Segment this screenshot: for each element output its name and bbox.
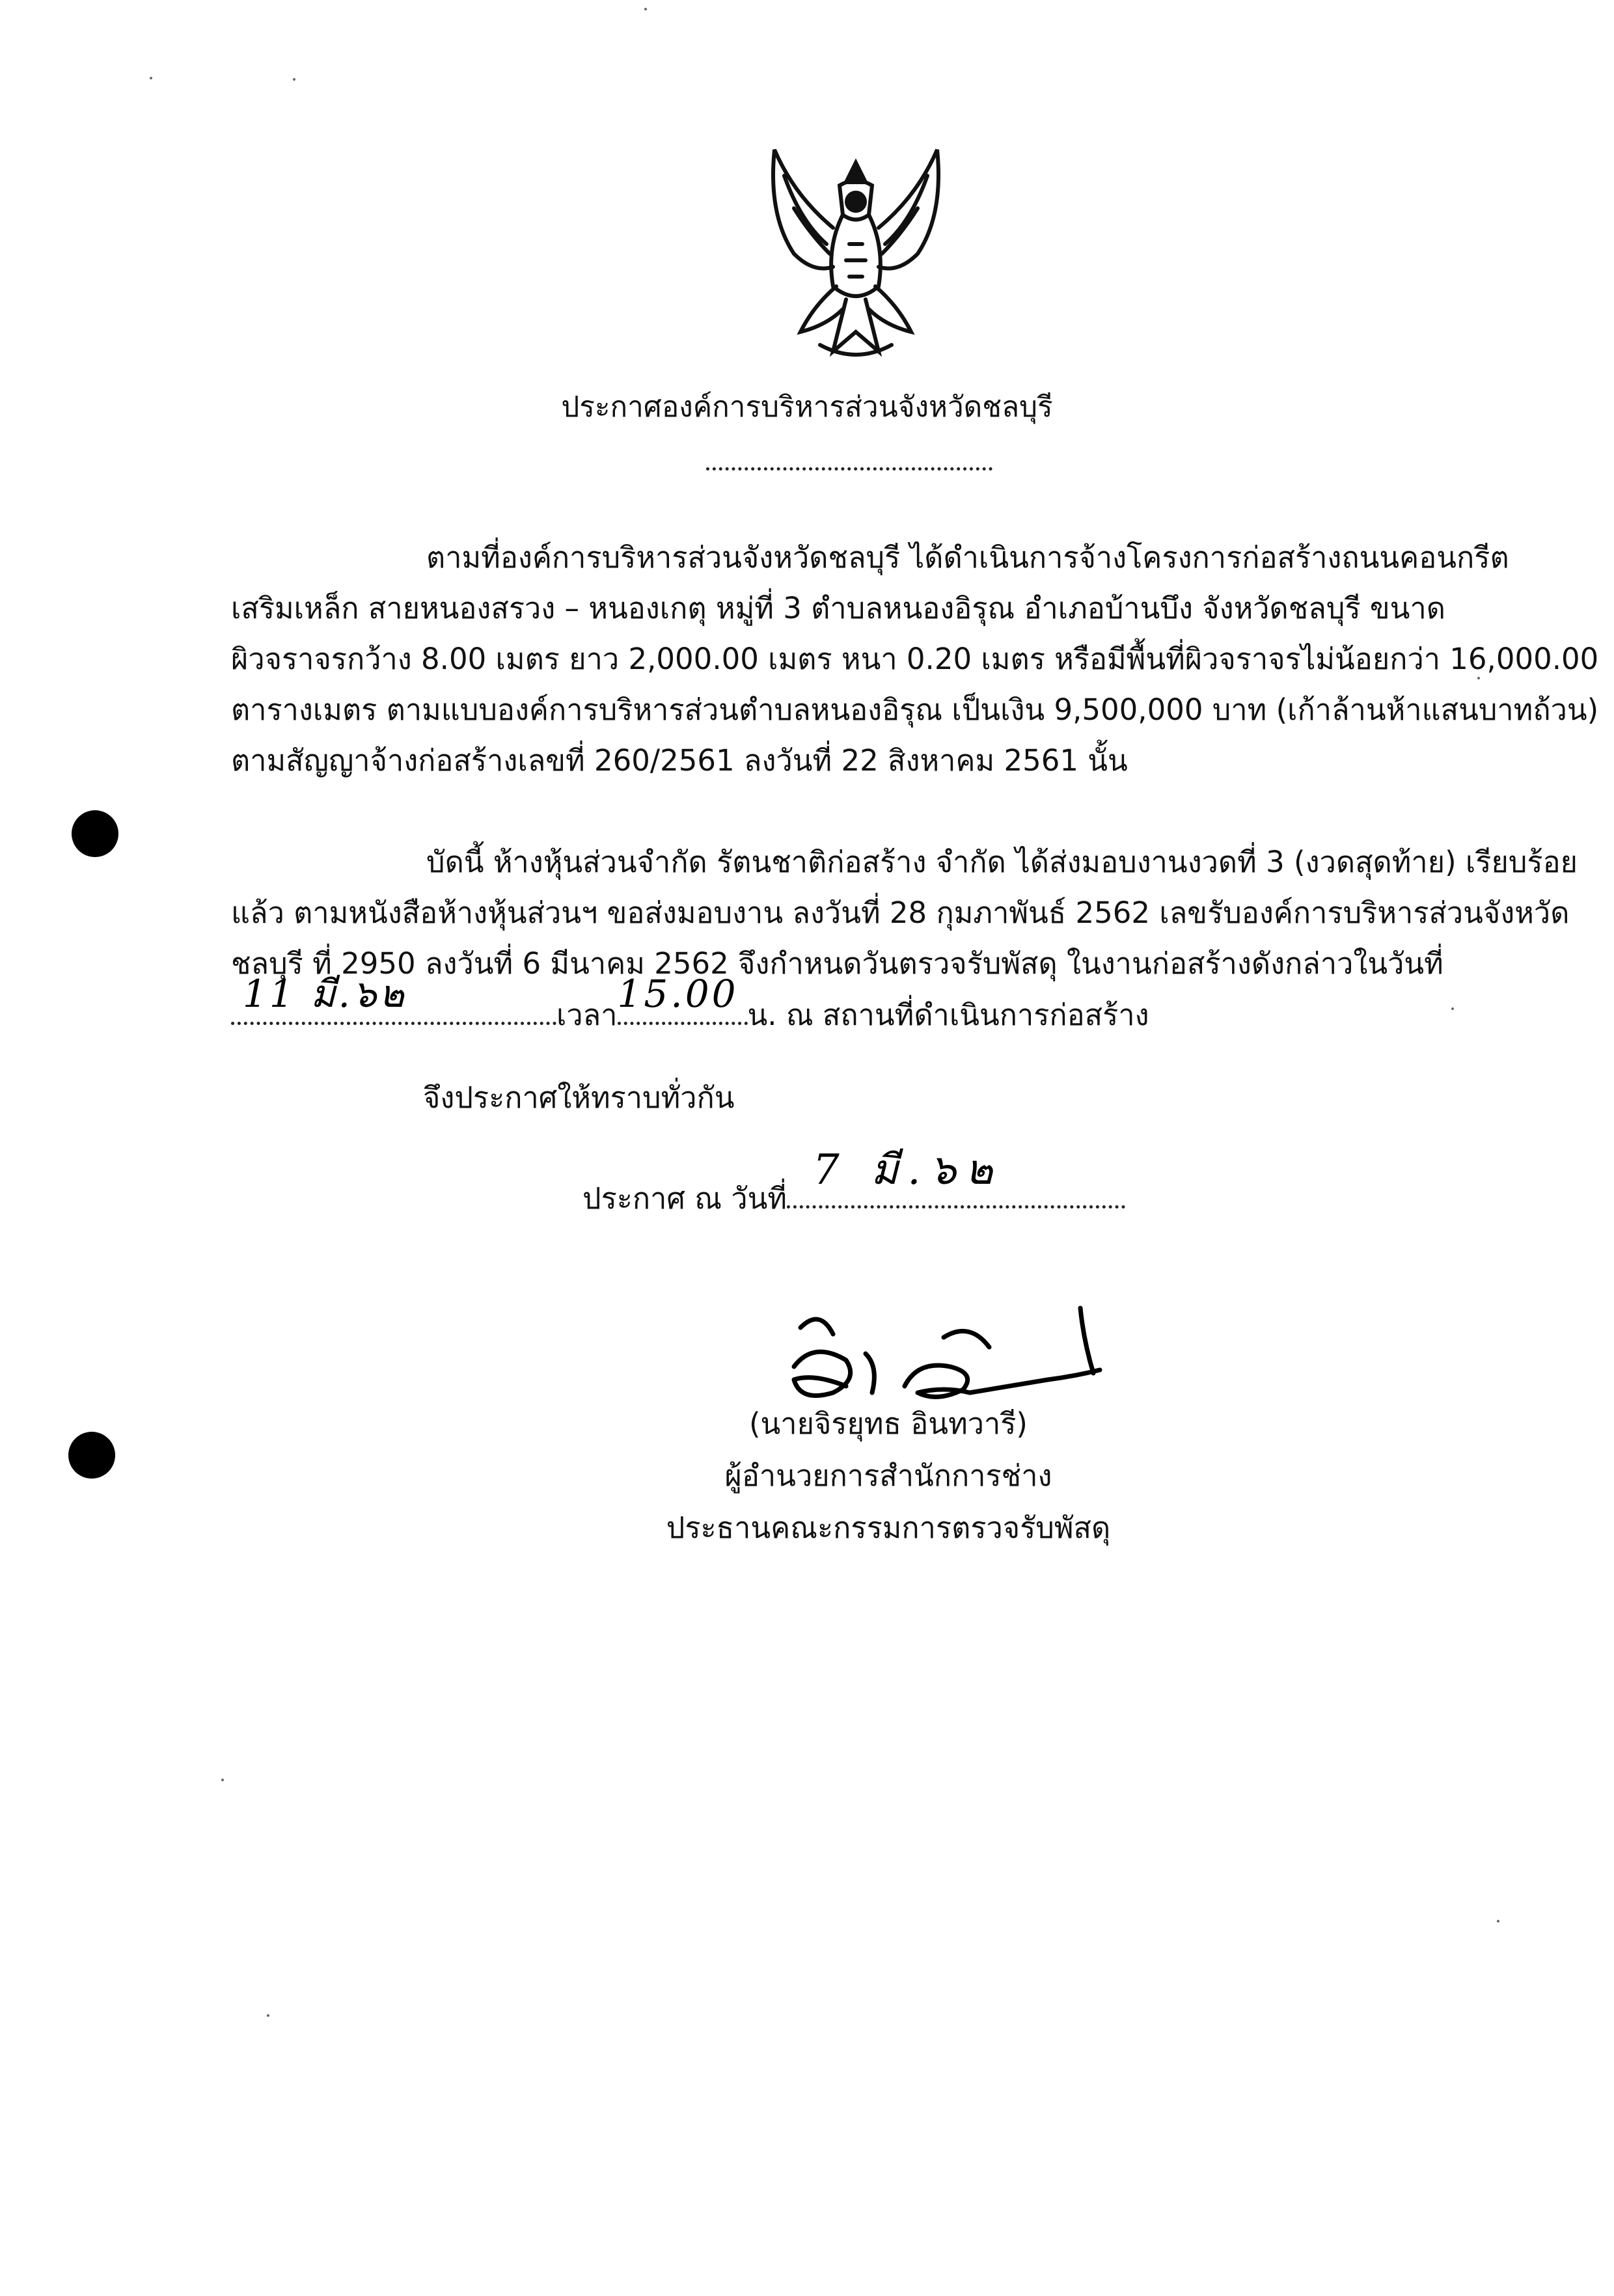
time-label: เวลา	[556, 998, 618, 1032]
scan-speck	[150, 77, 152, 79]
paragraph-line: ตามสัญญาจ้างก่อสร้างเลขที่ 260/2561 ลงวันที่ 22 สิงหาคม 2561 นั้น	[231, 743, 1128, 778]
scan-speck	[267, 2014, 269, 2017]
announcement-date-field	[787, 1146, 1125, 1209]
signatory-committee-role: ประธานคณะกรรมการตรวจรับพัสดุ	[666, 1510, 1111, 1545]
announcement-title: ประกาศองค์การบริหารส่วนจังหวัดชลบุรี	[561, 390, 1053, 424]
signatory-block	[651, 1398, 1126, 1554]
inspection-location-text: น. ณ สถานที่ดำเนินการก่อสร้าง	[747, 998, 1149, 1032]
handwritten-inspection-time: 15.00	[617, 972, 739, 1016]
inspection-date-field	[231, 972, 556, 1025]
paragraph-line: ตามที่องค์การบริหารส่วนจังหวัดชลบุรี ได้ดำเนินการจ้างโครงการก่อสร้างถนนคอนกรีต	[426, 540, 1509, 575]
handwritten-announcement-date: 7 มี.๖๒	[813, 1146, 1002, 1194]
paragraph-project-details	[231, 532, 1599, 786]
scan-speck	[1451, 1007, 1454, 1010]
signatory-name: (นายจิรยุทธ อินทวารี)	[748, 1406, 1028, 1441]
scan-speck	[1477, 677, 1480, 679]
scan-speck	[644, 8, 647, 10]
punch-hole	[68, 1432, 115, 1479]
paragraph-line: ผิวจราจรกว้าง 8.00 เมตร ยาว 2,000.00 เมตร หนา 0.20 เมตร หรือมีพื้นที่ผิวจราจรไม่น้อยกว่า 16,000.00	[231, 642, 1599, 676]
paragraph-line: ตารางเมตร ตามแบบองค์การบริหารส่วนตำบลหนองอิรุณ เป็นเงิน 9,500,000 บาท (เก้าล้านห้าแสนบาทถ้วน)	[231, 692, 1599, 727]
scan-speck	[221, 1779, 224, 1781]
garuda-emblem-icon	[755, 137, 957, 371]
paragraph-delivery-details	[231, 837, 1578, 1041]
closing-statement: จึงประกาศให้ทราบทั่วกัน	[423, 1080, 735, 1115]
signatory-position: ผู้อำนวยการสำนักการช่าง	[724, 1458, 1052, 1493]
scan-speck	[293, 78, 295, 81]
paragraph-line: ชลบุรี ที่ 2950 ลงวันที่ 6 มีนาคม 2562 จึงกำหนดวันตรวจรับพัสดุ ในงานก่อสร้างดังกล่าวในวันที่	[231, 946, 1443, 981]
paragraph-line: เสริมเหล็ก สายหนองสรวง – หนองเกตุ หมู่ที่ 3 ตำบลหนองอิรุณ อำเภอบ้านบึง จังหวัดชลบุรี ขนาด	[231, 591, 1445, 625]
inspection-time-field	[617, 972, 748, 1025]
paragraph-line: แล้ว ตามหนังสือห้างหุ้นส่วนฯ ขอส่งมอบงาน ลงวันที่ 28 กุมภาพันธ์ 2562 เลขรับองค์การบริหารส่วนจังหวัด	[231, 895, 1570, 930]
title-dotted-rule	[706, 467, 992, 471]
punch-hole	[72, 810, 118, 857]
scan-speck	[1497, 1920, 1499, 1922]
inspection-line	[231, 972, 1468, 1041]
announcement-date-line	[582, 1146, 1125, 1222]
paragraph-line: บัดนี้ ห้างหุ้นส่วนจำกัด รัตนชาติก่อสร้าง จำกัด ได้ส่งมอบงานงวดที่ 3 (งวดสุดท้าย) เรียบร้อย	[426, 845, 1578, 879]
announcement-date-label: ประกาศ ณ วันที่	[582, 1181, 787, 1216]
handwritten-inspection-date: 11 มี.๖๒	[243, 972, 407, 1016]
